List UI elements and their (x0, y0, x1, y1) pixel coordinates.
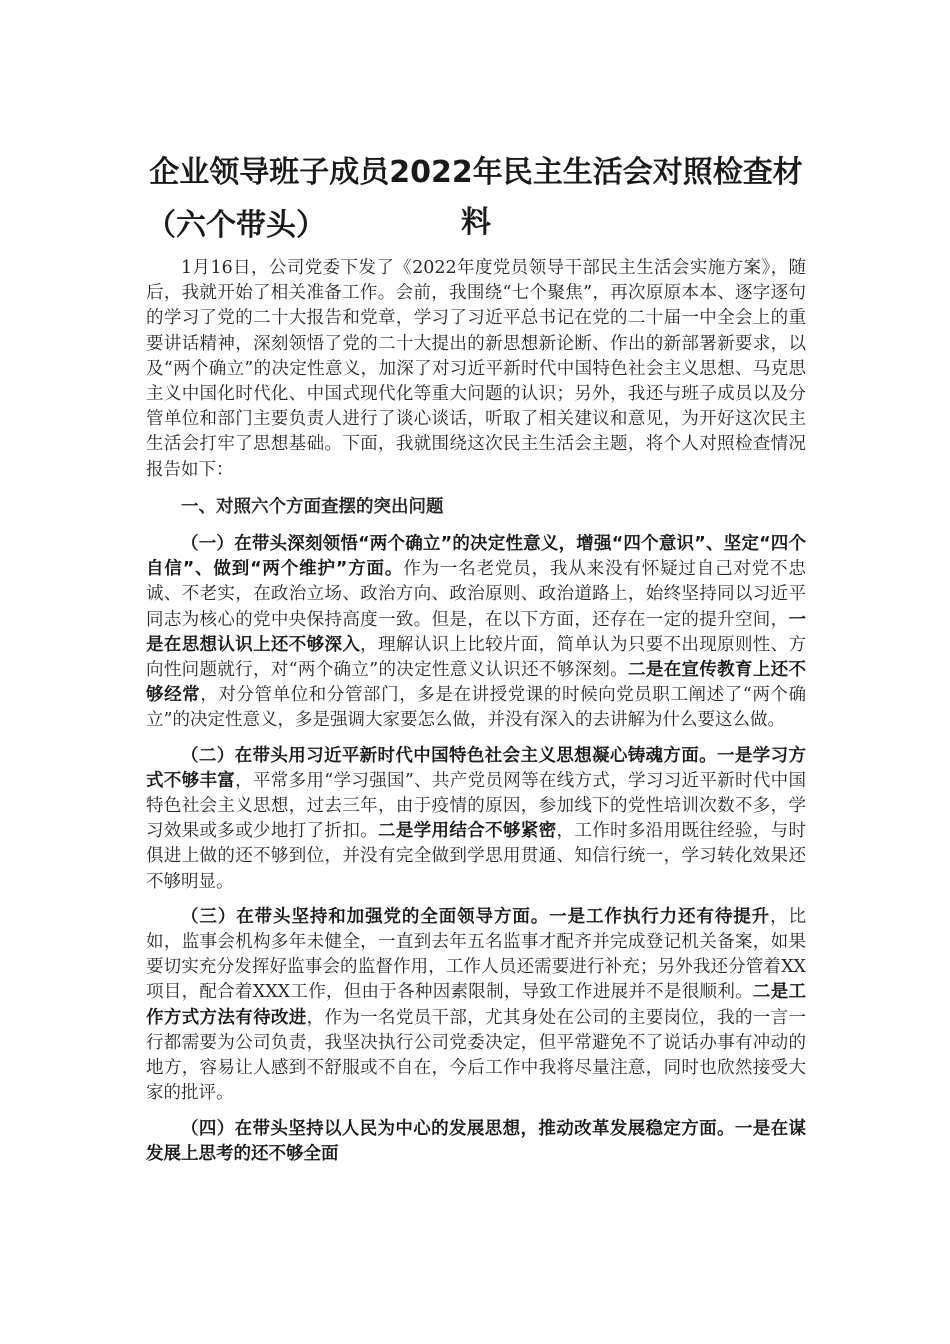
item-1-heading: （一）在带头深刻领悟“两个确立”的决定性意义，增强“四个意识”、坚定“四个自信”、做到“两个维护”方面。 (146, 534, 806, 580)
item-1-text-1: 作为一名老党员，我从来没有怀疑过自己对党不忠诚、不老实，在政治立场、政治方向、政治原则、政治道路上，始终坚持同以习近平同志为核心的党中央保持高度一致。但是，在以下方面，还存在一定的提升空间， (146, 559, 806, 630)
item-3-text-2: ，作为一名党员干部，尤其身处在公司的主要岗位，我的一言一行都需要为公司负责，我坚决执行公司党委决定，但平常避免不了说话办事有冲动的地方，容易让人感到不舒服或不自在，今后工作中我将尽量注意，同时也欣然接受大家的批评。 (146, 1007, 806, 1104)
item-1-text-2: ，理解认识上比较片面，简单认为只要不出现原则性、方向性问题就行，对“两个确立”的决定性意义认识还不够深刻。 (146, 634, 807, 681)
item-2-point-2: 二是学用结合不够紧密 (378, 821, 557, 842)
intro-paragraph: 1月16日，公司党委下发了《2022年度党员领导干部民主生活会实施方案》，随后，我就开始了相关准备工作。会前，我围绕“七个聚焦”，再次原原本本、逐字逐句的学习了党的二十大报告和党章，学习了习近平总书记在党的二十届一中全会上的重要讲话精神，深刻领悟了党的二十大提出的新思想新论断、作出的新部署新要求，以及“两个确立”的决定性意义，加深了对习近平新时代中国特色社会主义思想、马克思主义中国化时代化、中国式现代化等重大问题的认识；另外，我还与班子成员以及分管单位和部门主要负责人进行了谈心谈话，听取了相关建议和意见，为开好这次民主生活会打牢了思想基础。下面，我就围绕这次民主生活会主题，将个人对照检查情况报告如下： (146, 258, 806, 480)
document-title-line1: 企业领导班子成员2022年民主生活会对照检查材料 (149, 155, 803, 240)
section-heading-1: 一、对照六个方面查摆的突出问题 (181, 496, 444, 517)
document-title-line2: （六个带头） (146, 208, 326, 243)
paragraph-item-4 (146, 1117, 806, 1167)
item-2-heading: （二）在带头用习近平新时代中国特色社会主义思想凝心铸魂方面。一是学习方式不够丰富 (146, 745, 806, 791)
paragraph-item-2 (146, 744, 806, 895)
item-3-point-2: 二是工作方式方法有待改进 (146, 982, 807, 1028)
item-1-point-1: 一是在思想认识上还不够深入 (146, 609, 806, 655)
item-2-text-1: ，平常多用“学习强国”、共产党员网等在线方式，学习习近平新时代中国特色社会主义思想，过去三年，由于疫情的原因，参加线下的党性培训次数不多，学习效果或多或少地打了折扣。 (146, 770, 806, 842)
item-3-text-1: ，比如，监事会机构多年未健全，一直到去年五名监事才配齐并完成登记机关备案，如果要切实充分发挥好监事会的监督作用，工作人员还需要进行补充；另外我还分管着XX项目，配合着XXX工作，但由于各种因素限制，导致工作进展并不是很顺利。 (146, 906, 807, 1003)
item-3-heading: （三）在带头坚持和加强党的全面领导方面。一是工作执行力还有待提升 (181, 906, 771, 927)
item-2-text-2: ，工作时多沿用既往经验，与时俱进上做的还不够到位，并没有完全做到学思用贯通、知信行统一，学习转化效果还不够明显。 (146, 821, 807, 892)
paragraph-item-1 (146, 532, 806, 734)
item-1-point-2: 二是在宣传教育上还不够经常 (146, 660, 806, 706)
document-body (146, 256, 806, 1167)
paragraph-item-3 (146, 905, 806, 1107)
item-4-heading: （四）在带头坚持以人民为中心的发展思想，推动改革发展稳定方面。一是在谋发展上思考的还不够全面 (146, 1118, 806, 1164)
item-1-text-3: ，对分管单位和分管部门，多是在讲授党课的时候向党员职工阐述了“两个确立”的决定性意义，多是强调大家要怎么做，并没有深入的去讲解为什么要这么做。 (146, 685, 807, 731)
